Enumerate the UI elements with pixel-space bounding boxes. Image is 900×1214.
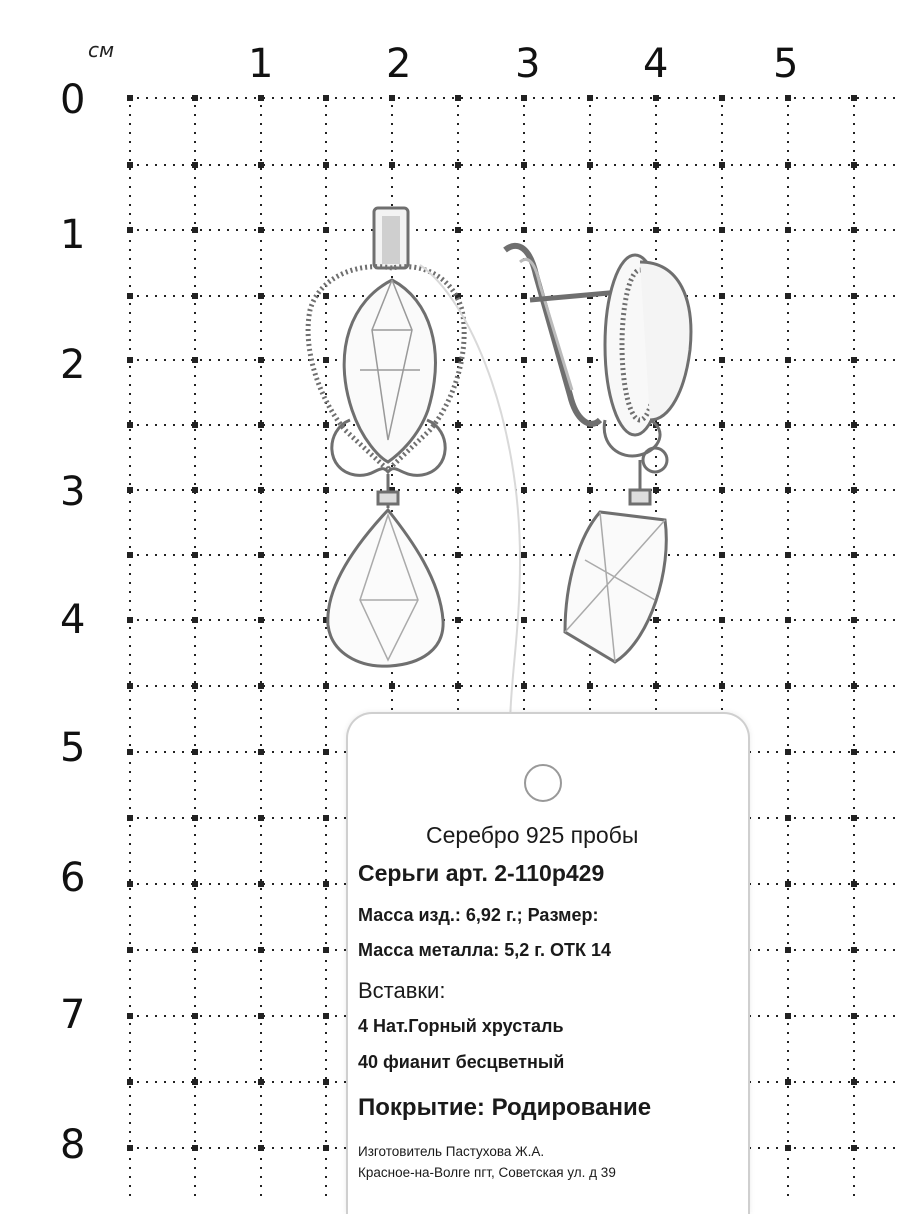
- grid-node: [587, 683, 593, 689]
- grid-node: [587, 357, 593, 363]
- grid-node: [127, 1013, 133, 1019]
- grid-node: [455, 95, 461, 101]
- grid-node: [323, 1013, 329, 1019]
- grid-node: [851, 749, 857, 755]
- grid-node: [851, 1145, 857, 1151]
- grid-node: [851, 293, 857, 299]
- grid-node: [192, 1079, 198, 1085]
- grid-node: [323, 749, 329, 755]
- y-label-5: 5: [60, 725, 86, 771]
- grid-node: [455, 487, 461, 493]
- grid-node: [127, 881, 133, 887]
- grid-node: [192, 617, 198, 623]
- grid-node: [323, 1145, 329, 1151]
- grid-node: [851, 617, 857, 623]
- grid-node: [851, 881, 857, 887]
- grid-node: [455, 162, 461, 168]
- grid-node: [258, 749, 264, 755]
- grid-node: [258, 293, 264, 299]
- grid-node: [521, 357, 527, 363]
- grid-node: [127, 947, 133, 953]
- grid-node: [127, 162, 133, 168]
- grid-node: [785, 293, 791, 299]
- tag-item: Серьги арт. 2-110р429: [358, 860, 605, 886]
- grid-node: [521, 617, 527, 623]
- grid-node: [521, 95, 527, 101]
- grid-node: [192, 749, 198, 755]
- y-label-4: 4: [60, 597, 86, 643]
- grid-node: [258, 947, 264, 953]
- grid-node: [127, 617, 133, 623]
- grid-node: [719, 422, 725, 428]
- grid-node: [719, 552, 725, 558]
- grid-node: [719, 95, 725, 101]
- grid-node: [323, 357, 329, 363]
- grid-node: [785, 1013, 791, 1019]
- grid-node: [785, 95, 791, 101]
- grid-node: [719, 357, 725, 363]
- grid-node: [258, 357, 264, 363]
- grid-node: [127, 357, 133, 363]
- grid-node: [719, 293, 725, 299]
- grid-node: [851, 1079, 857, 1085]
- grid-node: [851, 815, 857, 821]
- y-label-1: 1: [60, 212, 86, 258]
- grid-node: [258, 552, 264, 558]
- grid-node: [455, 617, 461, 623]
- tag-coating: Покрытие: Родирование: [358, 1094, 652, 1121]
- right-earring-icon: [505, 246, 691, 662]
- y-label-3: 3: [60, 469, 86, 515]
- grid-node: [258, 487, 264, 493]
- y-label-7: 7: [60, 992, 86, 1038]
- tag-mass: Масса изд.: 6,92 г.; Размер:: [358, 905, 599, 925]
- x-label-4: 4: [643, 41, 669, 87]
- grid-node: [258, 1145, 264, 1151]
- grid-node: [192, 881, 198, 887]
- grid-node: [785, 552, 791, 558]
- grid-node: [521, 552, 527, 558]
- grid-node: [851, 162, 857, 168]
- grid-node: [719, 683, 725, 689]
- grid-node: [785, 881, 791, 887]
- left-earring-icon: [308, 208, 464, 666]
- grid-node: [192, 293, 198, 299]
- grid-node: [785, 683, 791, 689]
- grid-node: [521, 422, 527, 428]
- grid-node: [127, 487, 133, 493]
- grid-node: [323, 881, 329, 887]
- grid-node: [587, 487, 593, 493]
- tag-inserts-title: Вставки:: [358, 978, 446, 1003]
- grid-node: [127, 227, 133, 233]
- grid-node: [389, 162, 395, 168]
- grid-node: [192, 422, 198, 428]
- grid-node: [192, 1145, 198, 1151]
- y-label-2: 2: [60, 342, 86, 388]
- grid-node: [455, 683, 461, 689]
- grid-node: [785, 422, 791, 428]
- tag-metal: Серебро 925 пробы: [426, 822, 639, 848]
- unit-label: см: [88, 38, 115, 62]
- grid-node: [127, 422, 133, 428]
- grid-node: [785, 1145, 791, 1151]
- grid-node: [323, 683, 329, 689]
- grid-node: [785, 1079, 791, 1085]
- grid-node: [127, 815, 133, 821]
- grid-node: [192, 357, 198, 363]
- grid-node: [127, 683, 133, 689]
- x-label-2: 2: [386, 41, 412, 87]
- grid-node: [127, 1145, 133, 1151]
- grid-node: [785, 947, 791, 953]
- grid-node: [521, 683, 527, 689]
- grid-node: [323, 552, 329, 558]
- grid-node: [258, 95, 264, 101]
- grid-node: [851, 227, 857, 233]
- grid-node: [587, 162, 593, 168]
- tag-metal-mass: Масса металла: 5,2 г. ОТК 14: [358, 940, 611, 960]
- grid-node: [192, 487, 198, 493]
- grid-node: [192, 815, 198, 821]
- grid-node: [323, 487, 329, 493]
- grid-node: [127, 95, 133, 101]
- x-label-3: 3: [515, 41, 541, 87]
- grid-node: [521, 487, 527, 493]
- grid-node: [192, 162, 198, 168]
- grid-node: [127, 1079, 133, 1085]
- grid-node: [127, 749, 133, 755]
- grid-node: [258, 881, 264, 887]
- grid-node: [785, 749, 791, 755]
- grid-node: [258, 227, 264, 233]
- x-label-1: 1: [248, 41, 274, 87]
- grid-node: [455, 227, 461, 233]
- grid-node: [521, 293, 527, 299]
- grid-node: [521, 227, 527, 233]
- y-label-0: 0: [60, 77, 86, 123]
- grid-node: [323, 947, 329, 953]
- grid-node: [785, 487, 791, 493]
- grid-node: [455, 422, 461, 428]
- grid-node: [323, 95, 329, 101]
- grid-node: [785, 617, 791, 623]
- tag-hole: [524, 764, 562, 802]
- grid-node: [653, 162, 659, 168]
- grid-node: [323, 227, 329, 233]
- tag-insert-2: 40 фианит бесцветный: [358, 1052, 565, 1072]
- grid-node: [851, 683, 857, 689]
- grid-node: [127, 293, 133, 299]
- grid-node: [719, 227, 725, 233]
- grid-node: [653, 95, 659, 101]
- grid-node: [851, 1013, 857, 1019]
- grid-node: [192, 95, 198, 101]
- tag-maker: Изготовитель Пастухова Ж.А.: [358, 1144, 545, 1159]
- grid-node: [323, 1079, 329, 1085]
- grid-node: [323, 293, 329, 299]
- grid-node: [192, 683, 198, 689]
- grid-node: [389, 95, 395, 101]
- grid-node: [323, 815, 329, 821]
- grid-node: [785, 227, 791, 233]
- grid-node: [587, 227, 593, 233]
- grid-node: [258, 1013, 264, 1019]
- grid-node: [258, 162, 264, 168]
- grid-node: [258, 422, 264, 428]
- grid-node: [587, 95, 593, 101]
- grid-node: [192, 947, 198, 953]
- grid-node: [785, 357, 791, 363]
- grid-node: [851, 357, 857, 363]
- grid-node: [851, 552, 857, 558]
- grid-node: [323, 422, 329, 428]
- grid-node: [653, 487, 659, 493]
- grid-node: [258, 683, 264, 689]
- grid-node: [192, 552, 198, 558]
- grid-node: [521, 162, 527, 168]
- grid-node: [785, 815, 791, 821]
- grid-node: [653, 683, 659, 689]
- tag-insert-1: 4 Нат.Горный хрусталь: [358, 1016, 564, 1036]
- grid-node: [719, 162, 725, 168]
- grid-node: [192, 1013, 198, 1019]
- tag-address: Красное-на-Волге пгт, Советская ул. д 39: [358, 1165, 616, 1180]
- grid-node: [851, 487, 857, 493]
- grid-node: [719, 617, 725, 623]
- grid-node: [455, 552, 461, 558]
- grid-node: [851, 422, 857, 428]
- grid-node: [719, 487, 725, 493]
- grid-node: [127, 552, 133, 558]
- grid-node: [851, 95, 857, 101]
- grid-node: [258, 815, 264, 821]
- grid-node: [653, 227, 659, 233]
- grid-node: [389, 683, 395, 689]
- y-label-6: 6: [60, 855, 86, 901]
- y-label-8: 8: [60, 1122, 86, 1168]
- grid-node: [851, 947, 857, 953]
- price-tag: [346, 712, 750, 1214]
- grid-node: [192, 227, 198, 233]
- x-label-5: 5: [773, 41, 799, 87]
- grid-node: [323, 162, 329, 168]
- grid-node: [653, 617, 659, 623]
- grid-node: [258, 1079, 264, 1085]
- grid-node: [258, 617, 264, 623]
- grid-node: [785, 162, 791, 168]
